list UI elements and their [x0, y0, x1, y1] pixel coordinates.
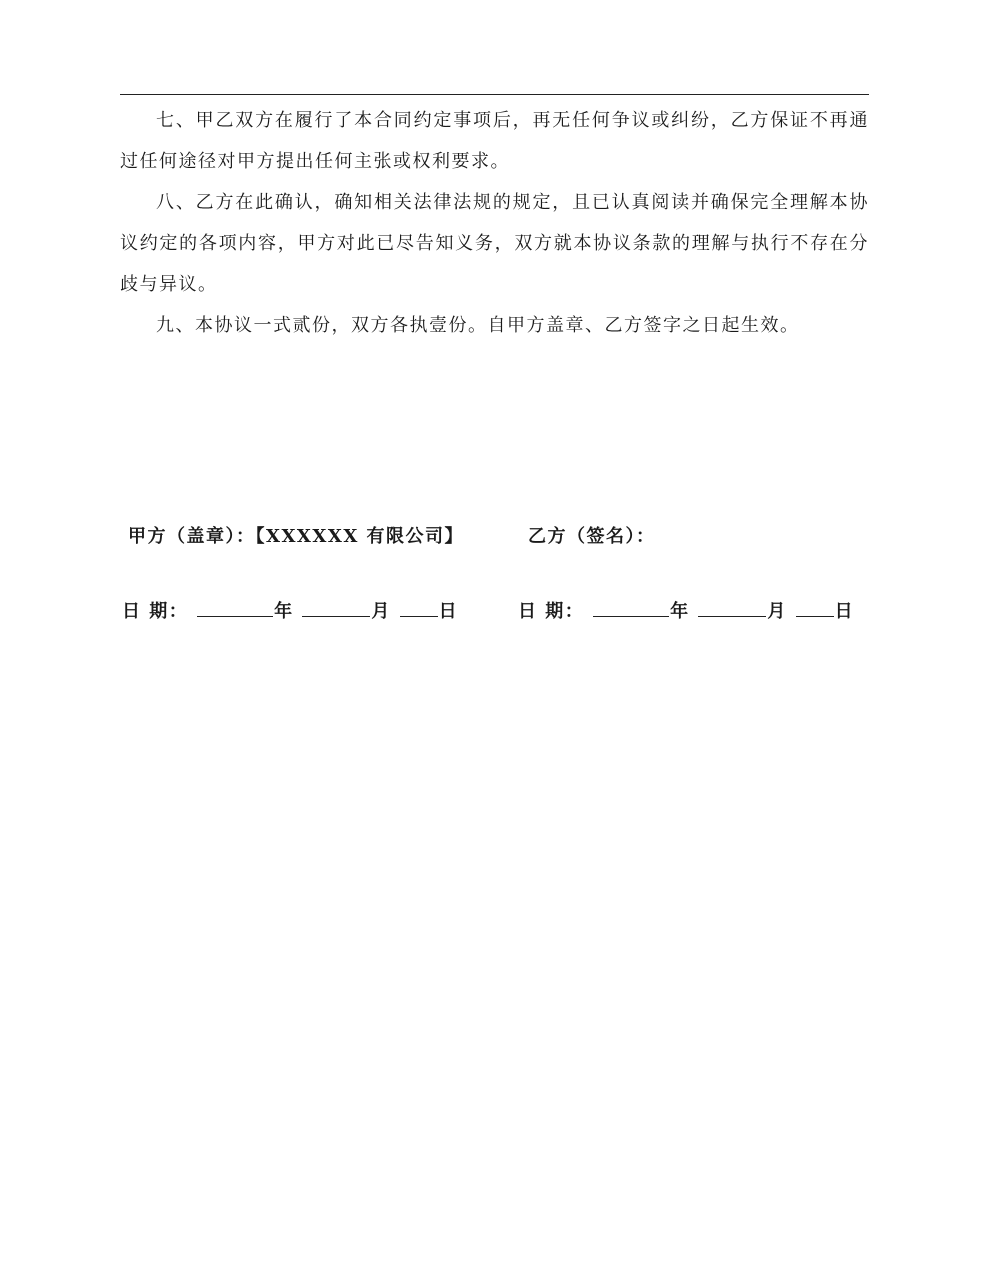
month-blank — [302, 598, 370, 617]
year-blank — [197, 598, 273, 617]
year-char: 年 — [670, 601, 690, 622]
header-rule — [120, 94, 869, 95]
month-char: 月 — [371, 601, 391, 622]
clause-seven: 七、甲乙双方在履行了本合同约定事项后，再无任何争议或纠纷，乙方保证不再通过任何途径对甲方提出任何主张或权利要求。 — [120, 110, 869, 172]
party-b-signature-label: 乙方（签名）： — [528, 526, 656, 547]
year-char: 年 — [274, 601, 294, 622]
year-blank — [593, 598, 669, 617]
day-blank — [400, 598, 438, 617]
day-blank — [796, 598, 834, 617]
agreement-body — [120, 100, 869, 346]
party-a-seal-label: 甲方（盖章）：【XXXXXX 有限公司】 — [128, 526, 465, 547]
party-b-date — [518, 597, 854, 623]
clause-nine: 九、本协议一式贰份，双方各执壹份。自甲方盖章、乙方签字之日起生效。 — [156, 315, 800, 336]
day-char: 日 — [834, 601, 855, 622]
day-char: 日 — [438, 601, 459, 622]
date-label: 日 期： — [122, 601, 189, 622]
month-char: 月 — [767, 601, 787, 622]
month-blank — [698, 598, 766, 617]
clause-eight: 八、乙方在此确认，确知相关法律法规的规定，且已认真阅读并确保完全理解本协议约定的各项内容，甲方对此已尽告知义务，双方就本协议条款的理解与执行不存在分歧与异议。 — [120, 192, 869, 295]
date-label: 日 期： — [518, 601, 585, 622]
party-a-date — [122, 597, 458, 623]
